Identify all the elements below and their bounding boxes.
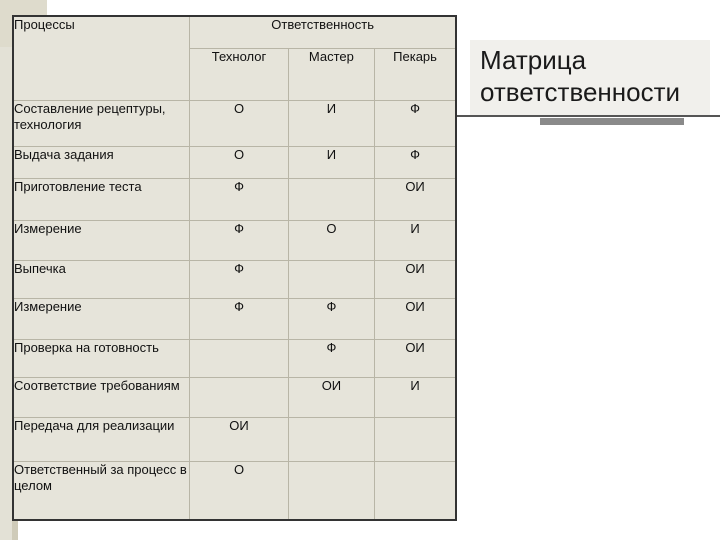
process-name: Составление рецептуры, технология	[13, 100, 190, 146]
header-responsibility: Ответственность	[190, 16, 456, 48]
cell-baker: И	[375, 377, 456, 417]
cell-master	[288, 261, 374, 299]
slide-title: Матрица ответственности	[480, 45, 681, 107]
process-name: Выпечка	[13, 261, 190, 299]
process-name: Выдача задания	[13, 146, 190, 178]
cell-technolog: ОИ	[190, 417, 288, 461]
header-role-technolog: Технолог	[190, 48, 288, 100]
process-name: Соответствие требованиям	[13, 377, 190, 417]
header-processes: Процессы	[13, 16, 190, 100]
cell-master	[288, 417, 374, 461]
cell-baker: ОИ	[375, 299, 456, 339]
table-row	[13, 462, 456, 520]
table-row	[13, 178, 456, 220]
process-name: Приготовление теста	[13, 178, 190, 220]
process-name: Передача для реализации	[13, 417, 190, 461]
process-name: Измерение	[13, 299, 190, 339]
table-row	[13, 417, 456, 461]
table-row	[13, 299, 456, 339]
table-row	[13, 261, 456, 299]
cell-technolog: Ф	[190, 178, 288, 220]
cell-baker	[375, 462, 456, 520]
header-role-master: Мастер	[288, 48, 374, 100]
table-row	[13, 339, 456, 377]
cell-baker: Ф	[375, 100, 456, 146]
cell-technolog	[190, 377, 288, 417]
cell-baker: ОИ	[375, 178, 456, 220]
cell-technolog: О	[190, 146, 288, 178]
cell-technolog	[190, 339, 288, 377]
cell-master: Ф	[288, 339, 374, 377]
table-row	[13, 377, 456, 417]
cell-technolog: Ф	[190, 221, 288, 261]
decorative-side-strip	[0, 0, 12, 540]
title-underline	[448, 115, 720, 117]
cell-technolog: Ф	[190, 299, 288, 339]
cell-baker	[375, 417, 456, 461]
cell-master	[288, 462, 374, 520]
cell-master: И	[288, 146, 374, 178]
cell-baker: ОИ	[375, 339, 456, 377]
cell-baker: И	[375, 221, 456, 261]
cell-master: Ф	[288, 299, 374, 339]
table-row	[13, 221, 456, 261]
table-row	[13, 100, 456, 146]
table-row	[13, 146, 456, 178]
cell-technolog: О	[190, 462, 288, 520]
cell-baker: ОИ	[375, 261, 456, 299]
cell-technolog: О	[190, 100, 288, 146]
process-name: Проверка на готовность	[13, 339, 190, 377]
process-name: Ответственный за процесс в целом	[13, 462, 190, 520]
cell-master: ОИ	[288, 377, 374, 417]
cell-master	[288, 178, 374, 220]
cell-master: О	[288, 221, 374, 261]
cell-technolog: Ф	[190, 261, 288, 299]
title-underline-shadow	[540, 118, 684, 125]
responsibility-matrix-table	[12, 15, 457, 521]
cell-master: И	[288, 100, 374, 146]
process-name: Измерение	[13, 221, 190, 261]
cell-baker: Ф	[375, 146, 456, 178]
header-role-baker: Пекарь	[375, 48, 456, 100]
